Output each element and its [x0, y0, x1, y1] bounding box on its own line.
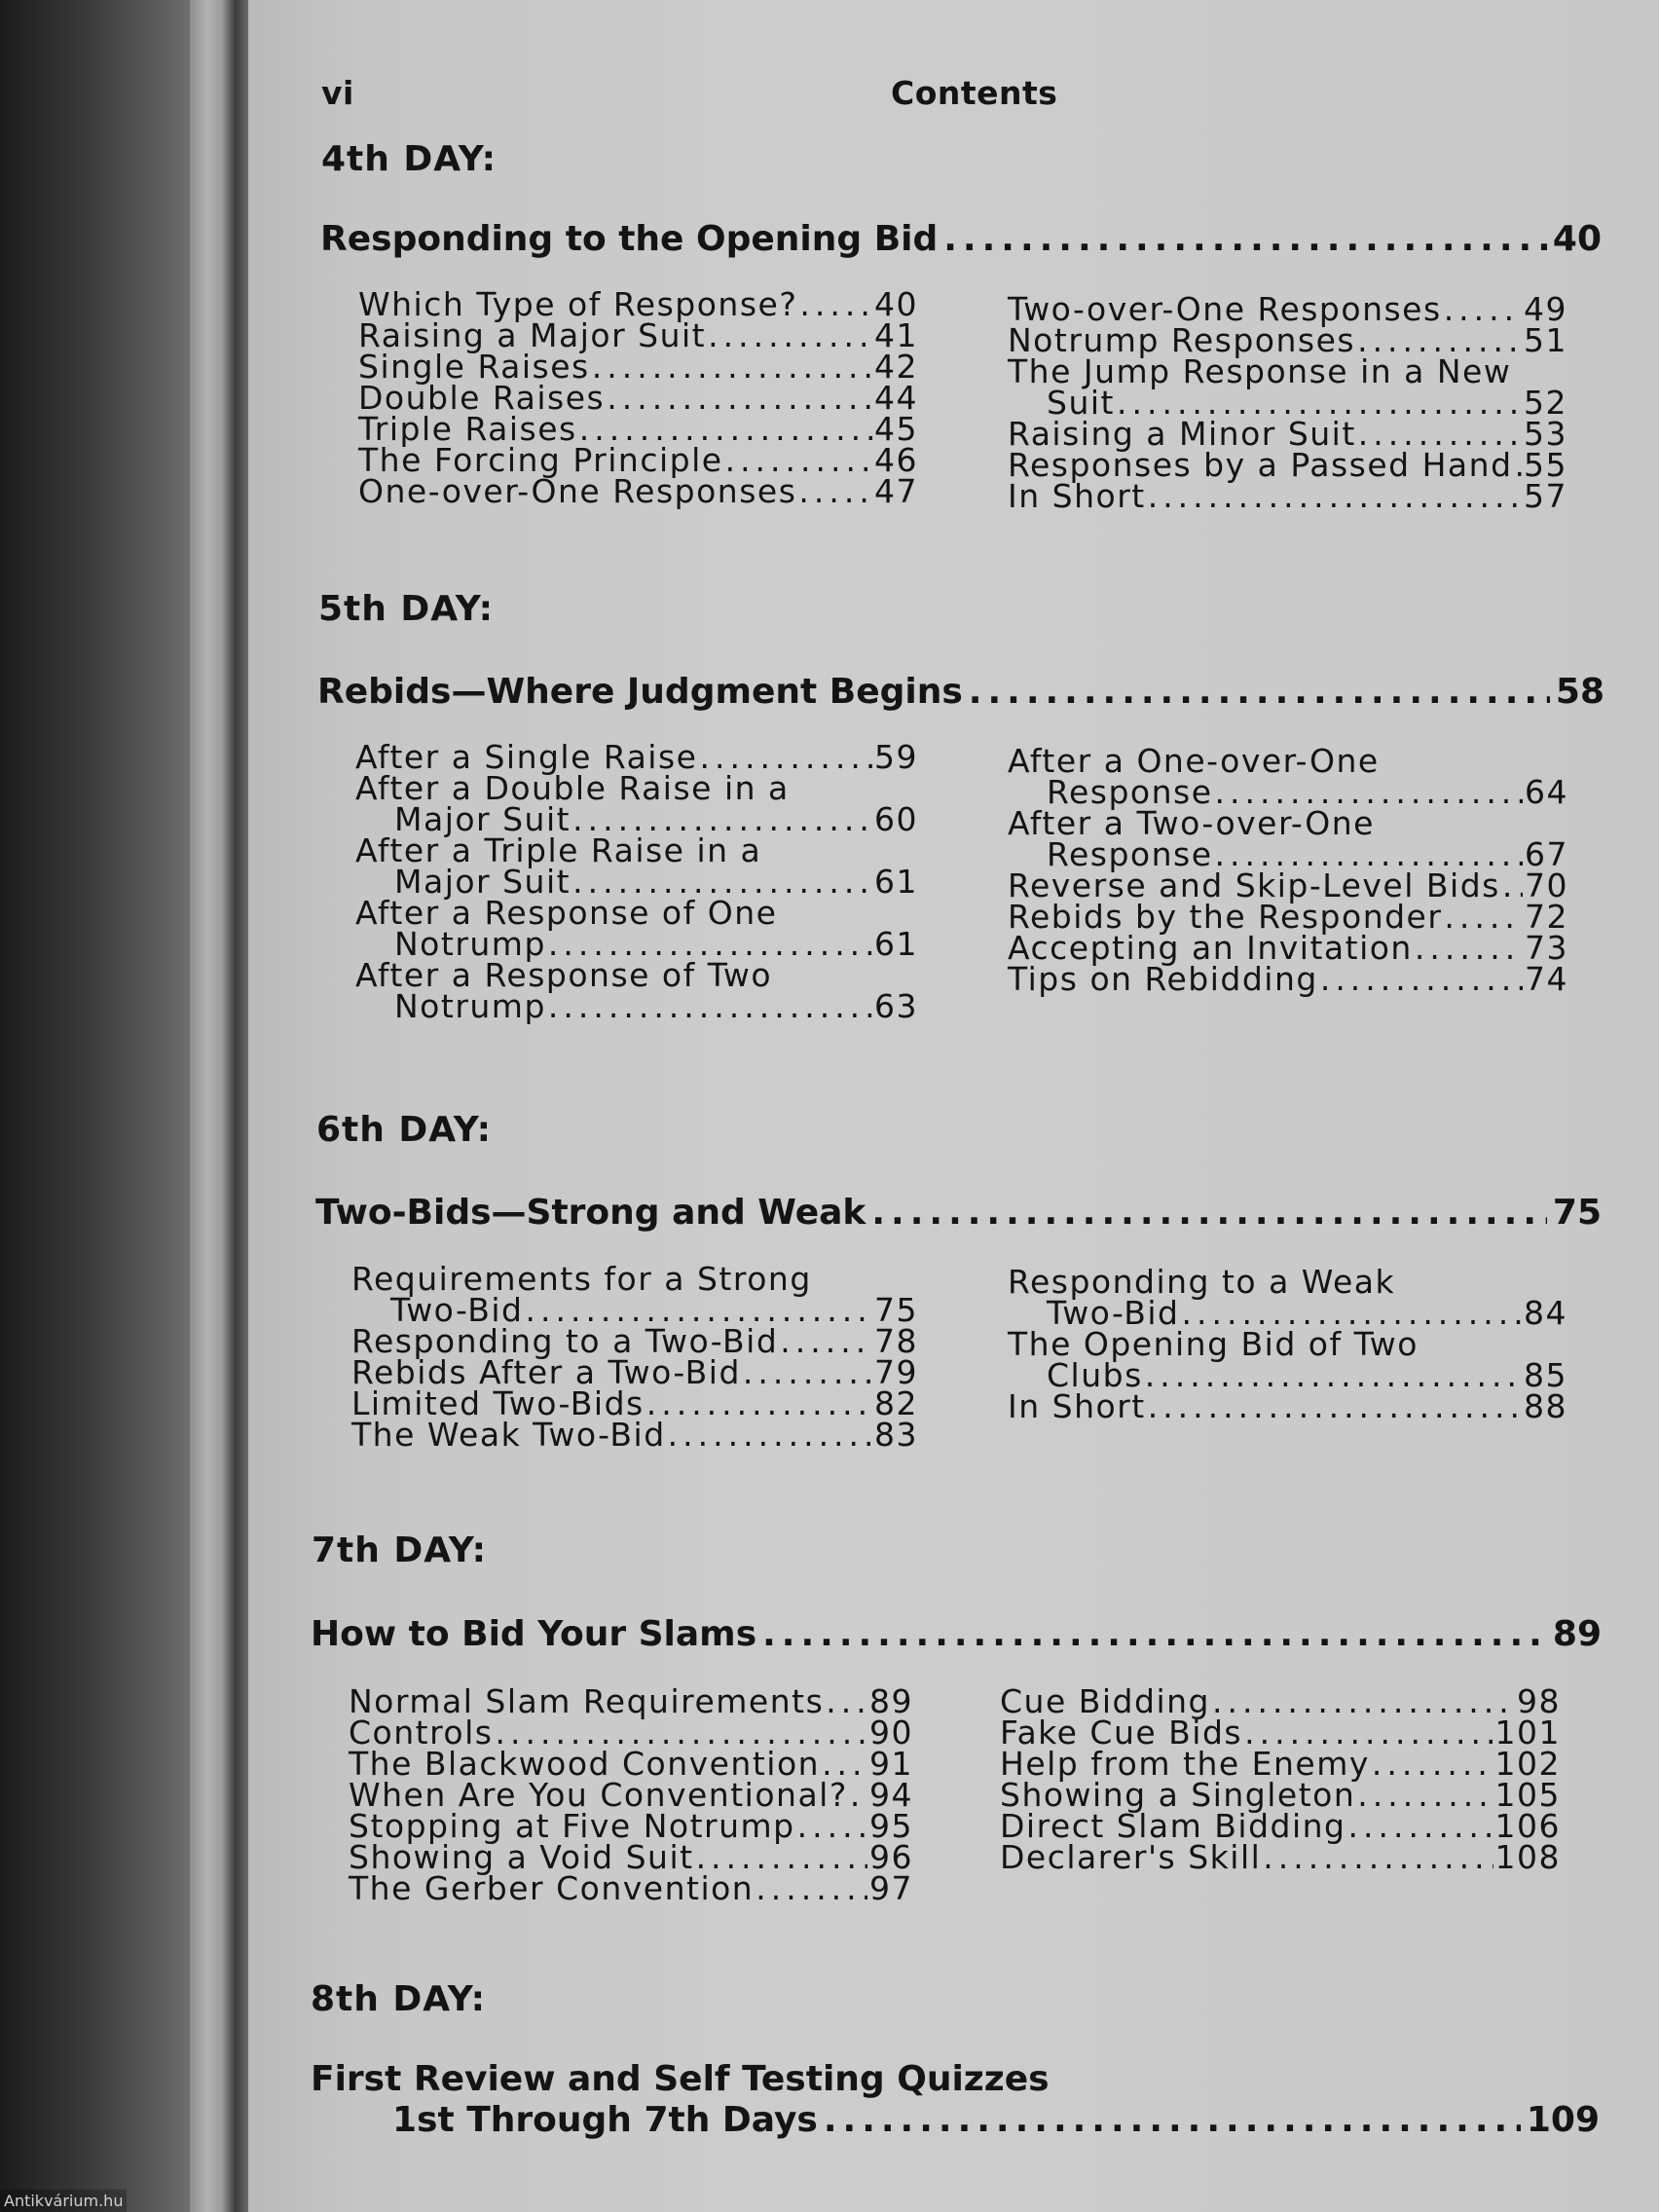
toc-column-right — [1000, 1682, 1561, 1876]
book-spine-shadow — [0, 0, 190, 2212]
toc-entry: Direct Slam Bidding ..... 106 — [1000, 1811, 1561, 1842]
toc-entry: Rebids After a Two-Bid ..... 79 — [351, 1357, 918, 1388]
chapter-title — [320, 219, 1602, 259]
toc-entry: Major Suit ..... 60 — [355, 804, 918, 835]
toc-entry: The Blackwood Convention ..... 91 — [349, 1749, 913, 1780]
toc-entry: Two-over-One Responses ..... 49 — [1008, 294, 1567, 325]
chapter-title-text: How to Bid Your Slams — [311, 1614, 757, 1654]
toc-entry-first-line: After a One-over-One — [1008, 742, 1380, 780]
toc-entry: Clubs ..... 85 — [1008, 1360, 1567, 1391]
toc-entry: One-over-One Responses ..... 47 — [358, 476, 918, 507]
day-heading: 7th DAY: — [312, 1530, 488, 1570]
toc-entry: Two-Bid ..... 84 — [1008, 1298, 1567, 1329]
toc-entry: Limited Two-Bids ..... 82 — [351, 1388, 918, 1419]
chapter-title-text: Responding to the Opening Bid — [320, 219, 939, 259]
toc-entry: Accepting an Invitation ..... 73 — [1008, 933, 1568, 964]
chapter-title — [317, 672, 1604, 712]
chapter-title — [315, 1193, 1602, 1233]
toc-entry: Notrump ..... 61 — [355, 929, 918, 960]
toc-column-right — [1008, 290, 1567, 515]
chapter-page: 58 — [1555, 672, 1604, 712]
toc-entry: Fake Cue Bids ..... 101 — [1000, 1717, 1561, 1749]
toc-entry: In Short ..... 88 — [1008, 1391, 1567, 1422]
toc-entry: Normal Slam Requirements ..... 89 — [349, 1686, 913, 1717]
toc-entry: After a Single Raise ..... 59 — [355, 742, 918, 773]
day-heading: 5th DAY: — [318, 589, 495, 629]
dot-leader — [871, 1193, 1547, 1233]
dot-leader — [824, 2100, 1521, 2140]
dot-leader — [969, 672, 1550, 712]
toc-entry-first-line: After a Response of Two — [355, 956, 773, 994]
toc-entry: Rebids by the Responder ..... 72 — [1008, 902, 1568, 933]
toc-entry: Showing a Singleton ..... 105 — [1000, 1780, 1561, 1811]
toc-entry: Raising a Major Suit ..... 41 — [358, 320, 918, 351]
toc-column-left — [355, 738, 918, 1025]
toc-entry: Single Raises ..... 42 — [358, 351, 918, 383]
chapter-page: 109 — [1526, 2100, 1600, 2140]
page-number: vi — [321, 74, 354, 112]
watermark: Antikvárium.hu — [0, 2190, 127, 2212]
toc-column-left — [358, 285, 918, 510]
toc-entry: Double Raises ..... 44 — [358, 383, 918, 414]
toc-entry: Controls ..... 90 — [349, 1717, 913, 1749]
toc-entry-first-line: The Opening Bid of Two — [1008, 1325, 1419, 1363]
toc-entry: Help from the Enemy ..... 102 — [1000, 1749, 1561, 1780]
day-heading: 4th DAY: — [321, 139, 498, 179]
toc-entry: Raising a Minor Suit ..... 53 — [1008, 419, 1567, 450]
toc-entry: Responses by a Passed Hand ..... 55 — [1008, 450, 1567, 481]
toc-entry-first-line: After a Double Raise in a — [355, 769, 790, 807]
toc-entry: Declarer's Skill ..... 108 — [1000, 1842, 1561, 1873]
toc-entry: Tips on Rebidding ..... 74 — [1008, 964, 1568, 995]
toc-entry: In Short ..... 57 — [1008, 481, 1567, 512]
toc-entry: When Are You Conventional? ..... 94 — [349, 1780, 913, 1811]
chapter-title-text: Rebids—Where Judgment Begins — [317, 672, 963, 712]
toc-entry: The Forcing Principle ..... 46 — [358, 445, 918, 476]
toc-entry-first-line: After a Two-over-One — [1008, 804, 1375, 842]
toc-entry-first-line: After a Triple Raise in a — [355, 831, 762, 869]
page-gutter — [190, 0, 248, 2212]
toc-entry: Response ..... 64 — [1008, 777, 1568, 808]
chapter-page: 75 — [1552, 1193, 1602, 1233]
chapter-title — [392, 2100, 1600, 2140]
chapter-page: 40 — [1552, 219, 1602, 259]
toc-entry-first-line: After a Response of One — [355, 894, 778, 932]
toc-entry: Triple Raises ..... 45 — [358, 414, 918, 445]
contents-page — [248, 0, 1659, 2212]
toc-entry: Responding to a Two-Bid ..... 78 — [351, 1326, 918, 1357]
toc-entry-first-line: Responding to a Weak — [1008, 1263, 1396, 1301]
dot-leader — [762, 1614, 1547, 1654]
toc-entry: Suit ..... 52 — [1008, 387, 1567, 419]
toc-entry: Response ..... 67 — [1008, 839, 1568, 870]
chapter-title — [311, 1614, 1602, 1654]
toc-column-right — [1008, 1263, 1567, 1425]
chapter-title-text: Two-Bids—Strong and Weak — [315, 1193, 866, 1233]
chapter-title-second-line: 1st Through 7th Days — [392, 2100, 818, 2140]
toc-entry-first-line: The Jump Response in a New — [1008, 352, 1512, 390]
day-heading: 6th DAY: — [316, 1110, 493, 1150]
toc-column-left — [351, 1260, 918, 1454]
day-heading: 8th DAY: — [311, 1979, 487, 2019]
toc-entry: Which Type of Response? ..... 40 — [358, 289, 918, 320]
toc-entry: Reverse and Skip-Level Bids ..... 70 — [1008, 870, 1568, 902]
toc-column-left — [349, 1682, 913, 1907]
toc-entry: Two-Bid ..... 75 — [351, 1295, 918, 1326]
dot-leader — [943, 219, 1547, 259]
toc-entry: Notrump ..... 63 — [355, 991, 918, 1022]
chapter-page: 89 — [1552, 1614, 1602, 1654]
chapter-title-text: First Review and Self Testing Quizzes — [311, 2059, 1050, 2099]
toc-entry: Notrump Responses ..... 51 — [1008, 325, 1567, 356]
toc-entry-first-line: Requirements for a Strong — [351, 1260, 812, 1298]
toc-entry: Major Suit ..... 61 — [355, 866, 918, 898]
running-head-title: Contents — [891, 74, 1058, 112]
toc-entry: Stopping at Five Notrump ..... 95 — [349, 1811, 913, 1842]
toc-entry: The Gerber Convention ..... 97 — [349, 1873, 913, 1904]
toc-column-right — [1008, 742, 1568, 998]
toc-entry: The Weak Two-Bid ..... 83 — [351, 1419, 918, 1451]
toc-entry: Cue Bidding ..... 98 — [1000, 1686, 1561, 1717]
toc-entry: Showing a Void Suit ..... 96 — [349, 1842, 913, 1873]
